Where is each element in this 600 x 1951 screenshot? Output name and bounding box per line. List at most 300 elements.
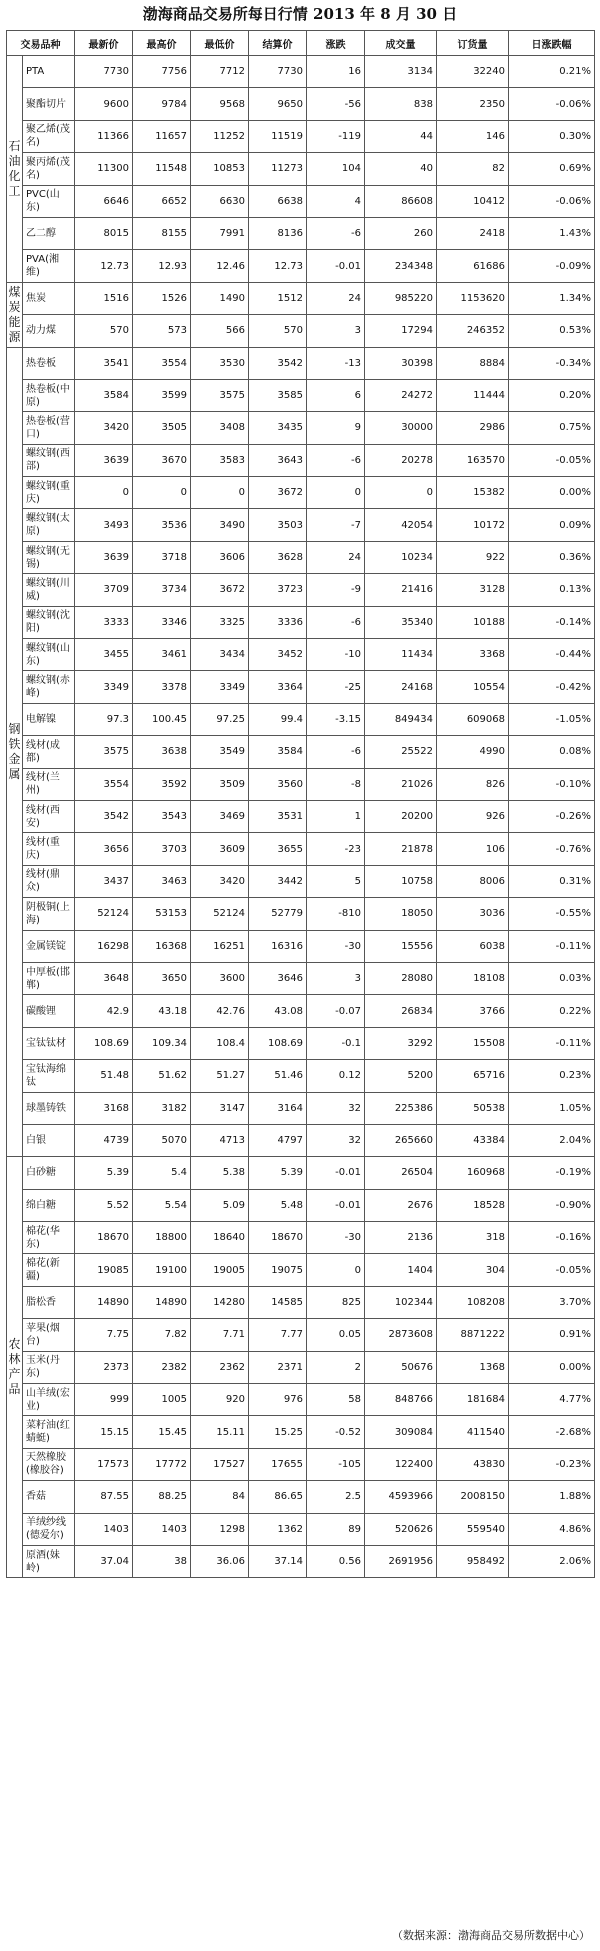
value-cell: 3128 <box>437 574 509 606</box>
value-cell: 3530 <box>191 347 249 379</box>
value-cell: -0.44% <box>509 639 595 671</box>
value-cell: 6038 <box>437 930 509 962</box>
value-cell: 3036 <box>437 898 509 930</box>
value-cell: 0.09% <box>509 509 595 541</box>
value-cell: 11434 <box>365 639 437 671</box>
value-cell: 2.04% <box>509 1124 595 1156</box>
value-cell: 3554 <box>75 768 133 800</box>
value-cell: 32240 <box>437 56 509 88</box>
value-cell: 3536 <box>133 509 191 541</box>
product-name: 螺纹钢(西部) <box>23 444 75 476</box>
value-cell: 4990 <box>437 736 509 768</box>
value-cell: -0.11% <box>509 1027 595 1059</box>
value-cell: 1 <box>307 800 365 832</box>
table-row <box>7 1060 595 1092</box>
value-cell: 1005 <box>133 1384 191 1416</box>
category-label: 钢铁金属 <box>8 721 21 781</box>
table-row <box>7 1254 595 1286</box>
value-cell: 3554 <box>133 347 191 379</box>
value-cell: 24 <box>307 282 365 314</box>
product-name: 绵白糖 <box>23 1189 75 1221</box>
product-name: 螺纹钢(无锡) <box>23 541 75 573</box>
table-row <box>7 153 595 185</box>
value-cell: 4 <box>307 185 365 217</box>
value-cell: 3531 <box>249 800 307 832</box>
table-row <box>7 379 595 411</box>
value-cell: 2350 <box>437 88 509 120</box>
category-cell <box>7 347 23 1157</box>
value-cell: 18640 <box>191 1222 249 1254</box>
value-cell: 3723 <box>249 574 307 606</box>
value-cell: 4593966 <box>365 1481 437 1513</box>
value-cell: 3606 <box>191 541 249 573</box>
value-cell: -30 <box>307 1222 365 1254</box>
table-row <box>7 1513 595 1545</box>
value-cell: 3346 <box>133 606 191 638</box>
value-cell: 19005 <box>191 1254 249 1286</box>
value-cell: -0.26% <box>509 800 595 832</box>
value-cell: 3670 <box>133 444 191 476</box>
value-cell: 0.53% <box>509 315 595 347</box>
table-body <box>7 56 595 1578</box>
value-cell: 3493 <box>75 509 133 541</box>
category-cell <box>7 56 23 283</box>
value-cell: 3435 <box>249 412 307 444</box>
value-cell: 0.56 <box>307 1545 365 1577</box>
value-cell: -0.55% <box>509 898 595 930</box>
value-cell: 37.14 <box>249 1545 307 1577</box>
value-cell: 7991 <box>191 217 249 249</box>
table-row <box>7 800 595 832</box>
value-cell: 2.5 <box>307 1481 365 1513</box>
value-cell: 32 <box>307 1092 365 1124</box>
value-cell: 8871222 <box>437 1319 509 1351</box>
product-name: 热卷板(中原) <box>23 379 75 411</box>
value-cell: 51.27 <box>191 1060 249 1092</box>
value-cell: 304 <box>437 1254 509 1286</box>
value-cell: 1512 <box>249 282 307 314</box>
value-cell: 1.05% <box>509 1092 595 1124</box>
value-cell: 838 <box>365 88 437 120</box>
value-cell: 20200 <box>365 800 437 832</box>
value-cell: 97.3 <box>75 703 133 735</box>
table-row <box>7 477 595 509</box>
value-cell: -6 <box>307 444 365 476</box>
value-cell: 30398 <box>365 347 437 379</box>
value-cell: 7730 <box>75 56 133 88</box>
value-cell: 52124 <box>191 898 249 930</box>
value-cell: 36.06 <box>191 1545 249 1577</box>
value-cell: 920 <box>191 1384 249 1416</box>
value-cell: 97.25 <box>191 703 249 735</box>
value-cell: -810 <box>307 898 365 930</box>
column-header: 结算价 <box>249 31 307 56</box>
value-cell: -7 <box>307 509 365 541</box>
value-cell: 3437 <box>75 865 133 897</box>
value-cell: 3628 <box>249 541 307 573</box>
value-cell: -0.05% <box>509 444 595 476</box>
product-name: 宝钛钛材 <box>23 1027 75 1059</box>
value-cell: 1.34% <box>509 282 595 314</box>
value-cell: 985220 <box>365 282 437 314</box>
value-cell: 1153620 <box>437 282 509 314</box>
value-cell: 8006 <box>437 865 509 897</box>
value-cell: 0 <box>365 477 437 509</box>
product-name: 聚丙烯(茂名) <box>23 153 75 185</box>
value-cell: 17772 <box>133 1448 191 1480</box>
value-cell: 108208 <box>437 1286 509 1318</box>
value-cell: 246352 <box>437 315 509 347</box>
value-cell: 146 <box>437 120 509 152</box>
value-cell: 106 <box>437 833 509 865</box>
value-cell: 84 <box>191 1481 249 1513</box>
value-cell: -25 <box>307 671 365 703</box>
table-row <box>7 1545 595 1577</box>
value-cell: 7.82 <box>133 1319 191 1351</box>
value-cell: 3600 <box>191 962 249 994</box>
product-name: 宝钛海绵钛 <box>23 1060 75 1092</box>
table-row <box>7 671 595 703</box>
value-cell: 5200 <box>365 1060 437 1092</box>
value-cell: 3336 <box>249 606 307 638</box>
value-cell: 160968 <box>437 1157 509 1189</box>
table-row <box>7 1448 595 1480</box>
value-cell: 24 <box>307 541 365 573</box>
value-cell: 3575 <box>75 736 133 768</box>
value-cell: 3333 <box>75 606 133 638</box>
product-name: 螺纹钢(重庆) <box>23 477 75 509</box>
value-cell: 32 <box>307 1124 365 1156</box>
table-row <box>7 962 595 994</box>
value-cell: 926 <box>437 800 509 832</box>
value-cell: 5.4 <box>133 1157 191 1189</box>
value-cell: 0.12 <box>307 1060 365 1092</box>
value-cell: 0.00% <box>509 1351 595 1383</box>
value-cell: -9 <box>307 574 365 606</box>
value-cell: 8015 <box>75 217 133 249</box>
value-cell: 0.91% <box>509 1319 595 1351</box>
column-header: 最高价 <box>133 31 191 56</box>
value-cell: 5.39 <box>249 1157 307 1189</box>
value-cell: 1403 <box>133 1513 191 1545</box>
value-cell: 15556 <box>365 930 437 962</box>
value-cell: 0 <box>75 477 133 509</box>
table-row <box>7 736 595 768</box>
value-cell: 3 <box>307 962 365 994</box>
value-cell: -0.01 <box>307 1157 365 1189</box>
value-cell: 4713 <box>191 1124 249 1156</box>
category-label: 石油化工 <box>8 138 21 198</box>
table-row <box>7 865 595 897</box>
value-cell: 5.54 <box>133 1189 191 1221</box>
value-cell: 19085 <box>75 1254 133 1286</box>
value-cell: -1.05% <box>509 703 595 735</box>
value-cell: 100.45 <box>133 703 191 735</box>
value-cell: 2418 <box>437 217 509 249</box>
value-cell: -13 <box>307 347 365 379</box>
value-cell: -2.68% <box>509 1416 595 1448</box>
value-cell: 1526 <box>133 282 191 314</box>
value-cell: 3543 <box>133 800 191 832</box>
product-name: PVC(山东) <box>23 185 75 217</box>
value-cell: 5.09 <box>191 1189 249 1221</box>
value-cell: 16298 <box>75 930 133 962</box>
value-cell: 18670 <box>249 1222 307 1254</box>
value-cell: 4797 <box>249 1124 307 1156</box>
value-cell: 2373 <box>75 1351 133 1383</box>
value-cell: 0 <box>307 477 365 509</box>
value-cell: 108.4 <box>191 1027 249 1059</box>
value-cell: 3599 <box>133 379 191 411</box>
value-cell: 609068 <box>437 703 509 735</box>
value-cell: 2382 <box>133 1351 191 1383</box>
value-cell: 108.69 <box>75 1027 133 1059</box>
product-name: 球墨铸铁 <box>23 1092 75 1124</box>
value-cell: 0.13% <box>509 574 595 606</box>
value-cell: 109.34 <box>133 1027 191 1059</box>
value-cell: 848766 <box>365 1384 437 1416</box>
value-cell: 5.39 <box>75 1157 133 1189</box>
value-cell: 7.71 <box>191 1319 249 1351</box>
value-cell: 99.4 <box>249 703 307 735</box>
value-cell: 43830 <box>437 1448 509 1480</box>
table-row <box>7 574 595 606</box>
product-name: 碳酸锂 <box>23 995 75 1027</box>
value-cell: 3 <box>307 315 365 347</box>
value-cell: 3469 <box>191 800 249 832</box>
value-cell: 566 <box>191 315 249 347</box>
value-cell: -0.90% <box>509 1189 595 1221</box>
product-name: 聚酯切片 <box>23 88 75 120</box>
value-cell: 3378 <box>133 671 191 703</box>
value-cell: 6630 <box>191 185 249 217</box>
value-cell: 559540 <box>437 1513 509 1545</box>
value-cell: 5.48 <box>249 1189 307 1221</box>
product-name: 棉花(新疆) <box>23 1254 75 1286</box>
product-name: 电解镍 <box>23 703 75 735</box>
value-cell: 3408 <box>191 412 249 444</box>
value-cell: 163570 <box>437 444 509 476</box>
value-cell: 0.23% <box>509 1060 595 1092</box>
value-cell: -6 <box>307 736 365 768</box>
value-cell: 16368 <box>133 930 191 962</box>
table-row <box>7 1384 595 1416</box>
value-cell: 6646 <box>75 185 133 217</box>
value-cell: 44 <box>365 120 437 152</box>
table-row <box>7 930 595 962</box>
product-name: 山羊绒(宏业) <box>23 1384 75 1416</box>
product-name: 羊绒纱线(德爱尔) <box>23 1513 75 1545</box>
value-cell: 3420 <box>191 865 249 897</box>
value-cell: -0.16% <box>509 1222 595 1254</box>
value-cell: 51.62 <box>133 1060 191 1092</box>
value-cell: 570 <box>75 315 133 347</box>
value-cell: 12.73 <box>75 250 133 282</box>
value-cell: 2676 <box>365 1189 437 1221</box>
value-cell: 9650 <box>249 88 307 120</box>
value-cell: 3168 <box>75 1092 133 1124</box>
table-row <box>7 250 595 282</box>
value-cell: 11366 <box>75 120 133 152</box>
value-cell: 1298 <box>191 1513 249 1545</box>
product-name: 线材(鼎众) <box>23 865 75 897</box>
value-cell: 15.15 <box>75 1416 133 1448</box>
value-cell: 849434 <box>365 703 437 735</box>
table-row <box>7 1481 595 1513</box>
value-cell: 3503 <box>249 509 307 541</box>
value-cell: -8 <box>307 768 365 800</box>
value-cell: 3461 <box>133 639 191 671</box>
value-cell: 2371 <box>249 1351 307 1383</box>
value-cell: 10758 <box>365 865 437 897</box>
value-cell: 3164 <box>249 1092 307 1124</box>
value-cell: 38 <box>133 1545 191 1577</box>
value-cell: 4739 <box>75 1124 133 1156</box>
quotes-table <box>6 30 595 1578</box>
value-cell: 6638 <box>249 185 307 217</box>
category-cell <box>7 1157 23 1578</box>
value-cell: 1516 <box>75 282 133 314</box>
value-cell: 3.70% <box>509 1286 595 1318</box>
product-name: 动力煤 <box>23 315 75 347</box>
value-cell: 3638 <box>133 736 191 768</box>
value-cell: 0 <box>133 477 191 509</box>
value-cell: 3575 <box>191 379 249 411</box>
value-cell: 2 <box>307 1351 365 1383</box>
value-cell: 15.11 <box>191 1416 249 1448</box>
value-cell: -0.14% <box>509 606 595 638</box>
value-cell: 9600 <box>75 88 133 120</box>
value-cell: -0.09% <box>509 250 595 282</box>
value-cell: -0.34% <box>509 347 595 379</box>
value-cell: -0.06% <box>509 88 595 120</box>
value-cell: 3709 <box>75 574 133 606</box>
value-cell: 3490 <box>191 509 249 541</box>
value-cell: 3643 <box>249 444 307 476</box>
product-name: 螺纹钢(沈阳) <box>23 606 75 638</box>
value-cell: 28080 <box>365 962 437 994</box>
value-cell: 9 <box>307 412 365 444</box>
value-cell: -0.10% <box>509 768 595 800</box>
product-name: 天然橡胶(橡胶谷) <box>23 1448 75 1480</box>
value-cell: 3505 <box>133 412 191 444</box>
value-cell: 0.22% <box>509 995 595 1027</box>
value-cell: 14280 <box>191 1286 249 1318</box>
value-cell: -0.52 <box>307 1416 365 1448</box>
value-cell: 9784 <box>133 88 191 120</box>
value-cell: 5.38 <box>191 1157 249 1189</box>
value-cell: 5.52 <box>75 1189 133 1221</box>
value-cell: 15.25 <box>249 1416 307 1448</box>
value-cell: 19100 <box>133 1254 191 1286</box>
product-name: 线材(西安) <box>23 800 75 832</box>
value-cell: 4.86% <box>509 1513 595 1545</box>
header-row <box>7 31 595 56</box>
product-name: 螺纹钢(川威) <box>23 574 75 606</box>
value-cell: 12.46 <box>191 250 249 282</box>
value-cell: 1.88% <box>509 1481 595 1513</box>
value-cell: -0.76% <box>509 833 595 865</box>
column-header: 日涨跌幅 <box>509 31 595 56</box>
table-row <box>7 606 595 638</box>
value-cell: 3655 <box>249 833 307 865</box>
value-cell: 3349 <box>75 671 133 703</box>
value-cell: 18800 <box>133 1222 191 1254</box>
value-cell: -3.15 <box>307 703 365 735</box>
value-cell: 3182 <box>133 1092 191 1124</box>
value-cell: 7756 <box>133 56 191 88</box>
value-cell: 61686 <box>437 250 509 282</box>
table-row <box>7 444 595 476</box>
value-cell: 3455 <box>75 639 133 671</box>
value-cell: 52124 <box>75 898 133 930</box>
value-cell: 21878 <box>365 833 437 865</box>
value-cell: 826 <box>437 768 509 800</box>
value-cell: 0 <box>191 477 249 509</box>
value-cell: 0.75% <box>509 412 595 444</box>
value-cell: 3452 <box>249 639 307 671</box>
value-cell: 3364 <box>249 671 307 703</box>
value-cell: -0.01 <box>307 250 365 282</box>
value-cell: -23 <box>307 833 365 865</box>
value-cell: 2136 <box>365 1222 437 1254</box>
value-cell: 15382 <box>437 477 509 509</box>
value-cell: 3584 <box>75 379 133 411</box>
table-row <box>7 995 595 1027</box>
value-cell: 17573 <box>75 1448 133 1480</box>
value-cell: 3718 <box>133 541 191 573</box>
value-cell: 24168 <box>365 671 437 703</box>
value-cell: 5070 <box>133 1124 191 1156</box>
value-cell: 958492 <box>437 1545 509 1577</box>
value-cell: 12.93 <box>133 250 191 282</box>
value-cell: -0.01 <box>307 1189 365 1221</box>
value-cell: 25522 <box>365 736 437 768</box>
product-name: 乙二醇 <box>23 217 75 249</box>
value-cell: 1.43% <box>509 217 595 249</box>
product-name: 阴极铜(上海) <box>23 898 75 930</box>
value-cell: 3646 <box>249 962 307 994</box>
value-cell: 1368 <box>437 1351 509 1383</box>
value-cell: -0.1 <box>307 1027 365 1059</box>
value-cell: 1490 <box>191 282 249 314</box>
product-name: 聚乙烯(茂名) <box>23 120 75 152</box>
product-name: 热卷板(营口) <box>23 412 75 444</box>
value-cell: -105 <box>307 1448 365 1480</box>
value-cell: 225386 <box>365 1092 437 1124</box>
table-row <box>7 88 595 120</box>
value-cell: 573 <box>133 315 191 347</box>
table-row <box>7 1124 595 1156</box>
value-cell: 570 <box>249 315 307 347</box>
table-row <box>7 1157 595 1189</box>
value-cell: 3734 <box>133 574 191 606</box>
value-cell: 42.9 <box>75 995 133 1027</box>
value-cell: 8884 <box>437 347 509 379</box>
product-name: 棉花(华东) <box>23 1222 75 1254</box>
product-name: 白银 <box>23 1124 75 1156</box>
value-cell: 11548 <box>133 153 191 185</box>
value-cell: 3549 <box>191 736 249 768</box>
table-row <box>7 898 595 930</box>
value-cell: -0.07 <box>307 995 365 1027</box>
value-cell: 17655 <box>249 1448 307 1480</box>
value-cell: 520626 <box>365 1513 437 1545</box>
product-name: 焦炭 <box>23 282 75 314</box>
value-cell: 3368 <box>437 639 509 671</box>
value-cell: 3442 <box>249 865 307 897</box>
value-cell: -0.23% <box>509 1448 595 1480</box>
